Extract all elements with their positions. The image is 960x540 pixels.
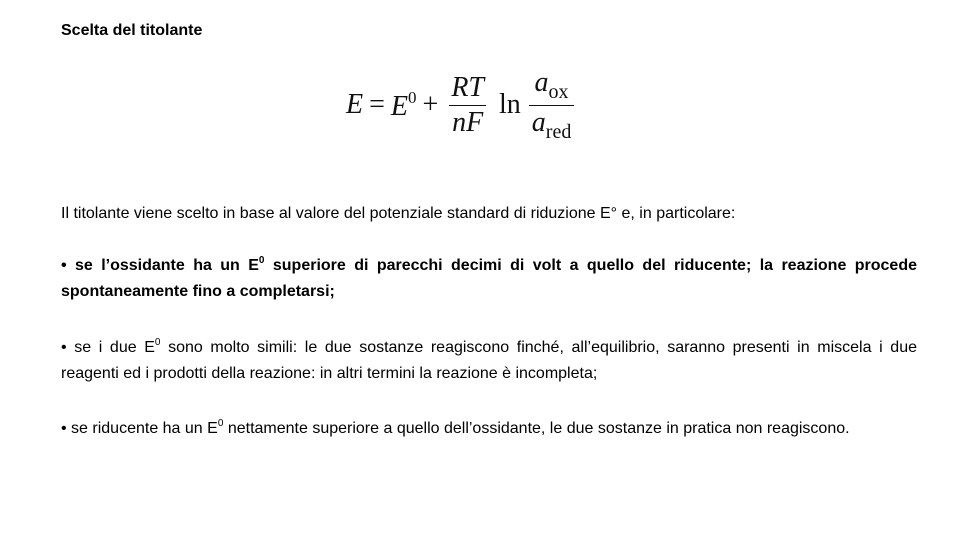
fraction-ared-denominator bbox=[529, 105, 575, 142]
bullet-similar-potentials bbox=[61, 335, 917, 387]
formula-ln: ln bbox=[499, 89, 521, 120]
formula-equals: = bbox=[369, 89, 385, 120]
bullet-2-text-after: sono molto simili: le due sostanze reagiscono finché, all’equilibrio, saranno presenti in miscela i due reagenti ed i prodotti della reazione: in altri termini la reazione è incompleta; bbox=[61, 339, 917, 382]
bullet-oxidant-higher bbox=[61, 253, 917, 305]
formula-e0-sup: 0 bbox=[408, 87, 417, 107]
bullet-3-text-before: • se riducente ha un E bbox=[61, 420, 218, 437]
fraction-rt-numerator: RT bbox=[451, 71, 484, 103]
ared-sub: red bbox=[545, 120, 572, 143]
formula-e: E bbox=[346, 89, 364, 120]
bullet-1-sup: 0 bbox=[258, 255, 265, 266]
bullet-reducer-higher bbox=[61, 416, 917, 442]
slide-title: Scelta del titolante bbox=[61, 22, 203, 39]
intro-paragraph: Il titolante viene scelto in base al valore del potenziale standard di riduzione E° e, in particolare: bbox=[61, 205, 736, 222]
fraction-activities bbox=[529, 66, 575, 143]
bullet-1-text-before: • se l’ossidante ha un E bbox=[61, 257, 259, 274]
bullet-3-sup: 0 bbox=[217, 418, 224, 429]
formula-e0-base: E bbox=[390, 90, 409, 122]
formula-plus: + bbox=[422, 89, 439, 120]
bullet-2-text-before: • se i due E bbox=[61, 339, 155, 356]
nernst-equation bbox=[346, 68, 578, 142]
aox-base: a bbox=[534, 66, 549, 98]
bullet-2-sup: 0 bbox=[154, 337, 161, 348]
fraction-rt-nf bbox=[448, 71, 487, 138]
fraction-nf-denominator: nF bbox=[449, 105, 486, 137]
bullet-3-text-after: nettamente superiore a quello dell’ossidante, le due sostanze in pratica non reagiscono. bbox=[223, 420, 850, 437]
ared-base: a bbox=[531, 106, 546, 138]
aox-sub: ox bbox=[548, 80, 569, 103]
formula-e0 bbox=[391, 88, 417, 123]
bullet-1-text-after: superiore di parecchi decimi di volt a quello del riducente; la reazione procede spontaneamente fino a completarsi; bbox=[61, 257, 918, 300]
fraction-aox-numerator bbox=[532, 66, 572, 105]
